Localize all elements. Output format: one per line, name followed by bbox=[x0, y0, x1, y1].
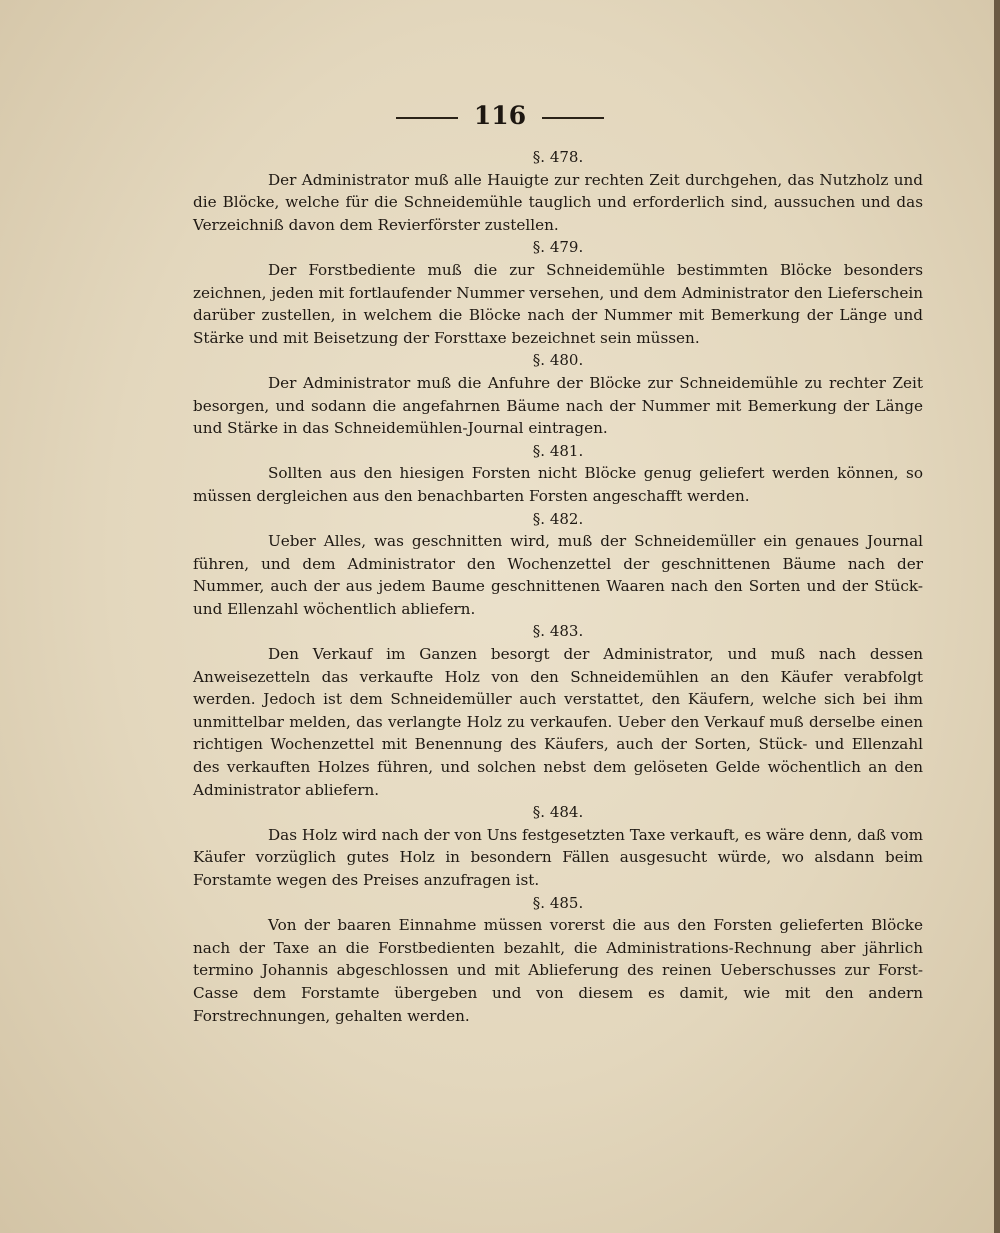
section-heading-478: §. 478. bbox=[532, 148, 584, 166]
section-heading-481: §. 481. bbox=[532, 441, 584, 460]
header-rule-left bbox=[396, 117, 458, 119]
section-heading-482: §. 482. bbox=[532, 509, 584, 528]
section-text-479: Der Forstbediente muß die zur Schneidemühle bestimmten Blöcke besonders zeichnen, jeden mit fortlaufender Nummer versehen, und dem Administrator den Lieferschein darüber zustellen, in welchem die Blöcke nach der Nummer mit Bemerkung der Länge und Stärke und mit Beisetzung der Forsttaxe bezeichnet sein müssen. bbox=[193, 260, 923, 347]
section-heading-485: §. 485. bbox=[532, 893, 584, 912]
section-text-484: Das Holz wird nach der von Uns festgesetzten Taxe verkauft, es wäre denn, daß vom Käufer vorzüglich gutes Holz in besondern Fällen ausgesucht würde, wo alsdann beim Forstamte wegen des Preises anzufragen ist. bbox=[193, 825, 923, 889]
section-text-482: Ueber Alles, was geschnitten wird, muß der Schneidemüller ein genaues Journal führen, und dem Administrator den Wochenzettel der geschnittenen Bäume nach der Nummer, auch der aus jedem Baume geschnittenen Waaren nach den Sorten und der Stück- und Ellenzahl wöchentlich abliefern. bbox=[193, 532, 923, 618]
body-text bbox=[193, 146, 923, 1027]
section-text-480: Der Administrator muß die Anfuhre der Blöcke zur Schneidemühle zu rechter Zeit besorgen, und sodann die angefahrnen Bäume nach der Nummer mit Bemerkung der Länge und Stärke in das Schneidemühlen-Journal eintragen. bbox=[193, 373, 923, 438]
section-text-483: Den Verkauf im Ganzen besorgt der Administrator, und muß nach dessen Anweisezetteln das verkaufte Holz von den Schneidemühlen an den Käufer verabfolgt werden. Jedoch ist dem Schneidemüller auch verstattet, den Käufern, welche sich bei ihm unmittelbar melden, das verlangte Holz zu verkaufen. Ueber den Verkauf muß derselbe einen richtigen Wochenzettel mit Benennung des Käufers, auch der Sorten, Stück- und Ellenzahl des verkauften Holzes führen, und solchen nebst dem gelöseten Gelde wöchentlich an den Administrator abliefern. bbox=[193, 645, 923, 799]
page-number: 116 bbox=[473, 100, 527, 130]
section-heading-480: §. 480. bbox=[532, 351, 584, 370]
header-rule-right bbox=[542, 117, 604, 119]
section-text-478: Der Administrator muß alle Hauigte zur rechten Zeit durchgehen, das Nutzholz und die Blöcke, welche für die Schneidemühle tauglich und erforderlich sind, aussuchen und das Verzeichniß davon dem Revierförster zustellen. bbox=[193, 170, 923, 234]
section-heading-484: §. 484. bbox=[532, 803, 584, 822]
page-header bbox=[0, 100, 1000, 130]
section-text-481: Sollten aus den hiesigen Forsten nicht Blöcke genug geliefert werden können, so müssen dergleichen aus den benachbarten Forsten angeschafft werden. bbox=[193, 464, 923, 505]
page-edge bbox=[994, 0, 1000, 1233]
section-heading-483: §. 483. bbox=[532, 622, 584, 641]
section-heading-479: §. 479. bbox=[532, 238, 584, 257]
section-text-485: Von der baaren Einnahme müssen vorerst die aus den Forsten gelieferten Blöcke nach der Taxe an die Forstbedienten bezahlt, die Administrations-Rechnung aber jährlich termino Johannis abgeschlossen und mit Ablieferung des reinen Ueberschusses zur Forst-Casse dem Forstamte übergeben und von diesem es damit, wie mit den andern Forstrechnungen, gehalten werden. bbox=[193, 916, 923, 1025]
